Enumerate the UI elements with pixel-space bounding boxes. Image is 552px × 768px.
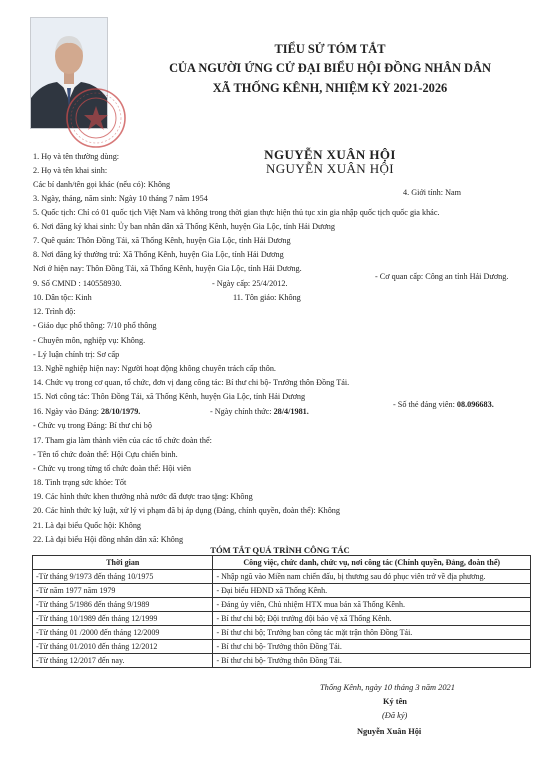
field-national-assembly: 21. Là đại biểu Quốc hội: Không <box>33 521 142 530</box>
field-gender: 4. Giới tính: Nam <box>403 188 462 197</box>
table-row <box>33 654 531 668</box>
cell-time: -Từ tháng 5/1986 đến tháng 9/1989 <box>33 598 213 612</box>
birth-name: NGUYỄN XUÂN HỘI <box>265 161 395 176</box>
field-common-name-label: 1. Họ và tên thường dùng: <box>33 152 120 161</box>
field-party-role: - Chức vụ trong Đảng: Bí thư chi bộ <box>33 421 152 430</box>
field-party-official: - Ngày chính thức: 28/4/1981. <box>210 407 309 416</box>
field-religion: 11. Tôn giáo: Không <box>233 293 301 302</box>
signature-label: Ký tên <box>383 697 407 706</box>
cell-role: - Đại biểu HĐND xã Thống Kênh. <box>213 584 531 598</box>
signature-place-date: Thống Kênh, ngày 10 tháng 3 năm 2021 <box>320 683 455 692</box>
doc-title: TIỂU SỬ TÓM TẮT <box>274 42 386 56</box>
field-party-join: 16. Ngày vào Đảng: 28/10/1979. <box>33 407 141 416</box>
field-position: 14. Chức vụ trong cơ quan, tổ chức, đơn vị đang công tác: Bí thư chi bộ- Trưởng thôn Đồng Tái. <box>33 378 350 387</box>
field-political-theory: - Lý luận chính trị: Sơ cấp <box>33 350 120 359</box>
table-row <box>33 598 531 612</box>
field-professional: - Chuyên môn, nghiệp vụ: Không. <box>33 336 146 345</box>
field-id-date: - Ngày cấp: 25/4/2012. <box>212 279 288 288</box>
cell-role: - Đảng ủy viên, Chủ nhiệm HTX mua bán xã Thống Kênh. <box>213 598 531 612</box>
doc-subtitle: CỦA NGƯỜI ỨNG CỬ ĐẠI BIỂU HỘI ĐỒNG NHÂN DÂN <box>169 61 491 75</box>
field-health: 18. Tình trạng sức khỏe: Tốt <box>33 478 127 487</box>
cell-time: -Từ tháng 12/2017 đến nay. <box>33 654 213 668</box>
cell-time: -Từ tháng 9/1973 đến tháng 10/1975 <box>33 570 213 584</box>
work-history-table <box>32 555 531 668</box>
cell-role: - Bí thư chi bộ- Trưởng thôn Đồng Tái. <box>213 654 531 668</box>
field-education-label: 12. Trình độ: <box>33 307 76 316</box>
field-birthdate: 3. Ngày, tháng, năm sinh: Ngày 10 tháng 7 năm 1954 <box>33 194 208 203</box>
doc-term: XÃ THỐNG KÊNH, NHIỆM KỲ 2021-2026 <box>212 81 448 95</box>
cell-role: - Nhập ngũ vào Miền nam chiến đấu, bị thương sau đó phục viên trở về địa phương. <box>213 570 531 584</box>
field-discipline: 20. Các hình thức kỷ luật, xử lý vi phạm đã bị áp dụng (Đảng, chính quyền, đoàn thể): Không <box>33 506 340 515</box>
field-id-number: 9. Số CMND : 140558930. <box>33 279 122 288</box>
signature-note: (Đã ký) <box>382 711 408 720</box>
field-organizations: 17. Tham gia làm thành viên của các tổ chức đoàn thể: <box>33 436 212 445</box>
table-row <box>33 626 531 640</box>
cell-role: - Bí thư chi bộ; Đội trưởng đội bảo vệ xã Thống Kênh. <box>213 612 531 626</box>
field-current-residence: Nơi ở hiện nay: Thôn Đồng Tái, xã Thống Kênh, huyện Gia Lộc, tỉnh Hải Dương. <box>33 264 302 273</box>
cell-role: - Bí thư chi bộ- Trưởng thôn Đồng Tái. <box>213 640 531 654</box>
field-organization-name: - Tên tổ chức đoàn thể: Hội Cựu chiến binh. <box>33 450 178 459</box>
field-awards: 19. Các hình thức khen thưởng nhà nước đã được trao tặng: Không <box>33 492 253 501</box>
field-alias: Các bí danh/tên gọi khác (nếu có): Không <box>33 180 171 189</box>
field-ethnicity: 10. Dân tộc: Kinh <box>33 293 92 302</box>
table-row <box>33 570 531 584</box>
cell-time: -Từ tháng 10/1989 đến tháng 12/1999 <box>33 612 213 626</box>
field-id-issuer: - Cơ quan cấp: Công an tỉnh Hải Dương. <box>375 272 509 281</box>
field-workplace: 15. Nơi công tác: Thôn Đồng Tái, xã Thống Kênh, huyện Gia Lộc, tỉnh Hải Dương <box>33 392 306 401</box>
field-party-card: - Số thẻ đảng viên: 08.096683. <box>393 400 494 409</box>
field-general-education: - Giáo dục phổ thông: 7/10 phổ thông <box>33 321 157 330</box>
field-permanent-residence: 8. Nơi đăng ký thường trú: Xã Thống Kênh, huyện Gia Lộc, tỉnh Hải Dương <box>33 250 284 259</box>
table-header-row <box>33 556 531 570</box>
cell-time: -Từ tháng 01 /2000 đến tháng 12/2009 <box>33 626 213 640</box>
field-nationality: 5. Quốc tịch: Chỉ có 01 quốc tịch Việt Nam và không trong thời gian thực hiện thủ tục xin gia nhập quốc tịch quốc gia khác. <box>33 208 440 217</box>
table-row <box>33 612 531 626</box>
field-birth-registration: 6. Nơi đăng ký khai sinh: Ủy ban nhân dân xã Thống Kênh, huyện Gia Lộc, tỉnh Hải Dương <box>33 222 335 231</box>
common-name: NGUYỄN XUÂN HỘI <box>264 147 396 162</box>
table-row <box>33 584 531 598</box>
cell-time: -Từ năm 1977 năm 1979 <box>33 584 213 598</box>
field-organization-role: - Chức vụ trong từng tổ chức đoàn thể: Hội viên <box>33 464 191 473</box>
field-birth-name-label: 2. Họ và tên khai sinh: <box>33 166 108 175</box>
cell-role: - Bí thư chi bộ; Trưởng ban công tác mặt trận thôn Đồng Tái. <box>213 626 531 640</box>
table-row <box>33 640 531 654</box>
field-hometown: 7. Quê quán: Thôn Đồng Tái, xã Thống Kênh, huyện Gia Lộc, tỉnh Hải Dương <box>33 236 291 245</box>
column-header-role: Công việc, chức danh, chức vụ, nơi công tác (Chính quyền, Đảng, đoàn thể) <box>213 556 531 570</box>
work-history-title: TÓM TẮT QUÁ TRÌNH CÔNG TÁC <box>210 545 350 555</box>
cell-time: -Từ tháng 01/2010 đến tháng 12/2012 <box>33 640 213 654</box>
column-header-time: Thời gian <box>33 556 213 570</box>
field-commune-council: 22. Là đại biểu Hội đồng nhân dân xã: Không <box>33 535 184 544</box>
field-occupation: 13. Nghề nghiệp hiện nay: Người hoạt động không chuyên trách cấp thôn. <box>33 364 276 373</box>
signer-name: Nguyễn Xuân Hội <box>357 727 422 736</box>
